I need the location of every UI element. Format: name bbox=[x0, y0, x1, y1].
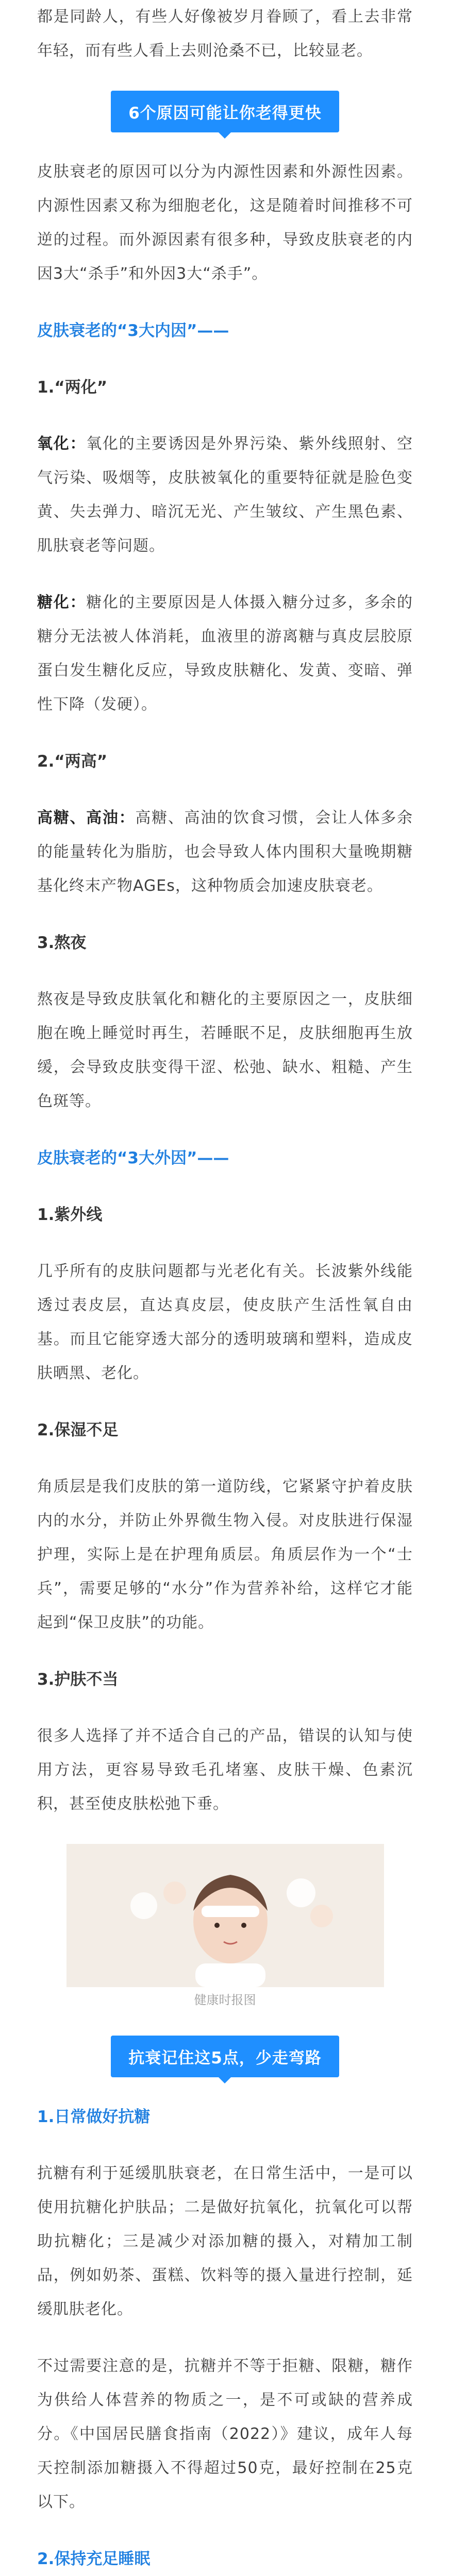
tip-2-title: 2.保持充足睡眠 bbox=[37, 2550, 151, 2568]
high-sugar-label: 高糖、高油： bbox=[37, 809, 136, 827]
tip-1-paragraph-1: 抗糖有利于延缓肌肤衰老，在日常生活中，一是可以使用抗糖化护肤品；二是做好抗氧化，抗氧化可以帮助抗糖化；三是减少对添加糖的摄入，对精加工制品，例如奶茶、蛋糕、饮料等的摄入量进行控制，延缓肌肤老化。 bbox=[37, 2164, 413, 2318]
inner-causes-title: 皮肤衰老的“3大内因”—— bbox=[37, 321, 229, 340]
illustration-caption: 健康时报图 bbox=[194, 1993, 256, 2007]
inner-cause-1-title: 1.“两化” bbox=[37, 378, 108, 397]
banner-anti-aging-tips: 抗衰记住这5点，少走弯路 bbox=[111, 2036, 339, 2077]
causes-paragraph: 皮肤衰老的原因可以分为内源性因素和外源性因素。内源性因素又称为细胞老化，这是随着时间推移不可逆的过程。而外源因素有很多种，导致皮肤衰老的内因3大“杀手”和外因3大“杀手”。 bbox=[37, 163, 413, 283]
tip-1-title: 1.日常做好抗糖 bbox=[37, 2108, 151, 2126]
outer-cause-3-title: 3.护肤不当 bbox=[37, 1670, 119, 1689]
inner-cause-2-title: 2.“两高” bbox=[37, 752, 108, 771]
uv-paragraph: 几乎所有的皮肤问题都与光老化有关。长波紫外线能透过表皮层，直达真皮层，使皮肤产生活性氧自由基。而且它能穿透大部分的透明玻璃和塑料，造成皮肤晒黑、老化。 bbox=[37, 1262, 413, 1382]
inner-cause-3-title: 3.熬夜 bbox=[37, 934, 87, 952]
glycation-label: 糖化： bbox=[37, 594, 87, 612]
outer-cause-2-title: 2.保湿不足 bbox=[37, 1421, 119, 1439]
moisture-paragraph: 角质层是我们皮肤的第一道防线，它紧紧守护着皮肤内的水分，并防止外界微生物入侵。对皮肤进行保湿护理，实际上是在护理角质层。角质层作为一个“士兵”，需要足够的“水分”作为营养补给，这样它才能起到“保卫皮肤”的功能。 bbox=[37, 1478, 413, 1632]
section-banner-2 bbox=[37, 2036, 413, 2077]
article-illustration bbox=[66, 1844, 384, 1987]
section-banner bbox=[37, 91, 413, 132]
skincare-misuse-paragraph: 很多人选择了并不适合自己的产品，错误的认知与使用方法，更容易导致毛孔堵塞、皮肤干燥、色素沉积，甚至使皮肤松弛下垂。 bbox=[37, 1727, 413, 1813]
high-sugar-paragraph bbox=[37, 801, 413, 903]
oxidation-text: 氧化的主要诱因是外界污染、紫外线照射、空气污染、吸烟等，皮肤被氧化的重要特征就是脸色变黄、失去弹力、暗沉无光、产生皱纹、产生黑色素、肌肤衰老等问题。 bbox=[37, 435, 413, 555]
banner-six-reasons: 6个原因可能让你老得更快 bbox=[111, 91, 339, 132]
face-illustration-icon bbox=[66, 1844, 384, 1987]
tip-1-paragraph-2: 不过需要注意的是，抗糖并不等于拒糖、限糖，糖作为供给人体营养的物质之一，是不可或缺的营养成分。《中国居民膳食指南（2022）》建议，成年人每天控制添加糖摄入不得超过50克，最好控制在25克以下。 bbox=[37, 2357, 413, 2511]
glycation-text: 糖化的主要原因是人体摄入糖分过多，多余的糖分无法被人体消耗，血液里的游离糖与真皮层胶原蛋白发生糖化反应，导致皮肤糖化、发黄、变暗、弹性下降（发硬）。 bbox=[37, 594, 413, 714]
high-sugar-text: 高糖、高油的饮食习惯，会让人体多余的能量转化为脂肪，也会导致人体内围积大量晚期糖基化终末产物AGEs，这种物质会加速皮肤衰老。 bbox=[37, 809, 413, 895]
glycation-paragraph bbox=[37, 586, 413, 722]
intro-paragraph: 都是同龄人，有些人好像被岁月眷顾了，看上去非常年轻，而有些人看上去则沧桑不已，比较显老。 bbox=[37, 8, 413, 60]
oxidation-label: 氧化： bbox=[37, 435, 87, 453]
outer-cause-1-title: 1.紫外线 bbox=[37, 1206, 103, 1224]
oxidation-paragraph bbox=[37, 427, 413, 563]
outer-causes-title: 皮肤衰老的“3大外因”—— bbox=[37, 1149, 229, 1167]
late-night-paragraph: 熬夜是导致皮肤氧化和糖化的主要原因之一，皮肤细胞在晚上睡觉时再生，若睡眠不足，皮肤细胞再生放缓，会导致皮肤变得干涩、松弛、缺水、粗糙、产生色斑等。 bbox=[37, 990, 413, 1110]
